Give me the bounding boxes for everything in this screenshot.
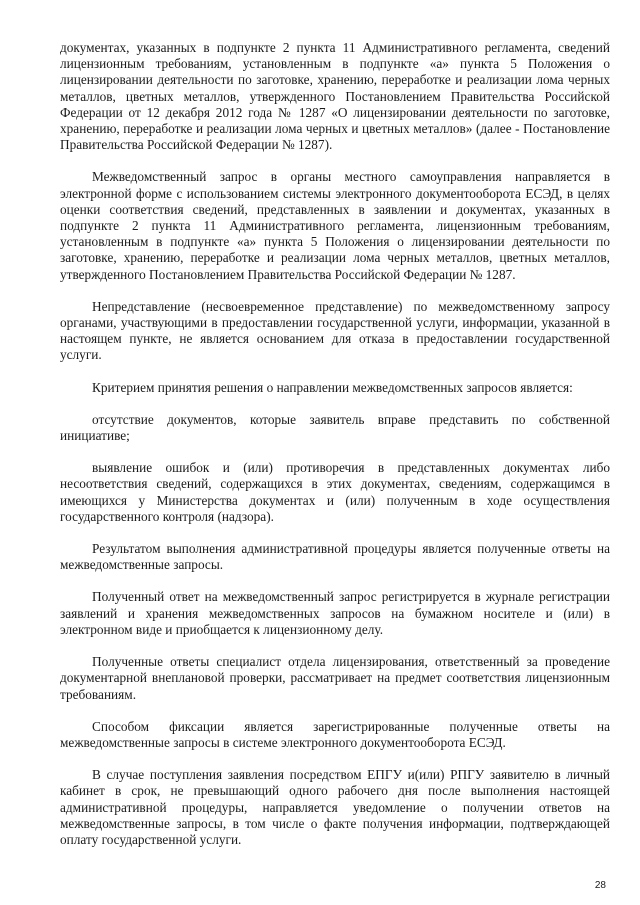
- paragraph-6: выявление ошибок и (или) противоречия в представленных документах либо несоответствия сведений, содержащихся в этих документах, сведениям, содержащимся в имеющихся у Министерства документах и (или) полученным в ходе осуществления государственного контроля (надзора).: [60, 460, 610, 524]
- paragraph-5: отсутствие документов, которые заявитель вправе представить по собственной инициативе;: [60, 411, 610, 444]
- paragraph-10: Способом фиксации является зарегистрированные полученные ответы на межведомственные запросы в системе электронного документооборота ЕСЭД.: [60, 718, 610, 750]
- paragraph-4: Критерием принятия решения о направлении межведомственных запросов является:: [92, 379, 573, 395]
- paragraph-2: Межведомственный запрос в органы местного самоуправления направляется в электронной форме с использованием системы электронного документооборота ЕСЭД, в целях оценки соответствия сведений, представленных в заявлении и документах, указанных в подпункте 2 пункта 11 Административного регламента, лицензионным требованиям, установленным в подпункте «а» пункта 5 Положения о лицензировании деятельности по заготовке, хранению, переработке и реализации лома черных металлов, цветных металлов, утвержденного Постановлением Правительства Российской Федерации № 1287.: [60, 169, 610, 282]
- paragraph-3: Непредставление (несвоевременное представление) по межведомственному запросу органами, участвующими в предоставлении государственной услуги, информации, указанной в настоящем пункте, не является основанием для отказа в предоставлении государственной услуги.: [60, 298, 610, 363]
- document-page: [60, 40, 610, 864]
- paragraph-9: Полученные ответы специалист отдела лицензирования, ответственный за проведение документарной внеплановой проверки, рассматривает на предмет соответствия лицензионным требованиям.: [60, 654, 610, 702]
- paragraph-11: В случае поступления заявления посредством ЕПГУ и(или) РПГУ заявителю в личный кабинет в срок, не превышающий одного рабочего дня после выполнения настоящей административной процедуры, направляется уведомление о получении ответов на межведомственные запросы, в том числе о факте получения информации, подтверждающей оплату государственной услуги.: [60, 767, 610, 847]
- paragraph-7: Результатом выполнения административной процедуры является полученные ответы на межведомственные запросы.: [60, 541, 610, 573]
- paragraph-8: Полученный ответ на межведомственный запрос регистрируется в журнале регистрации заявлений и хранения межведомственных запросов на бумажном носителе и (или) в электронном виде и приобщается к лицензионному делу.: [60, 589, 610, 637]
- paragraph-1: документах, указанных в подпункте 2 пункта 11 Административного регламента, сведений лицензионным требованиям, установленным в подпункте «а» пункта 5 Положения о лицензировании деятельности по заготовке, хранению, переработке и реализации лома черных металлов, цветных металлов, утвержденного Постановлением Правительства Российской Федерации от 12 декабря 2012 года № 1287 «О лицензировании деятельности по заготовке, хранению, переработке и реализации лома черных и цветных металлов» (далее - Постановление Правительства Российской Федерации № 1287).: [60, 40, 610, 153]
- page-number: 28: [594, 880, 606, 891]
